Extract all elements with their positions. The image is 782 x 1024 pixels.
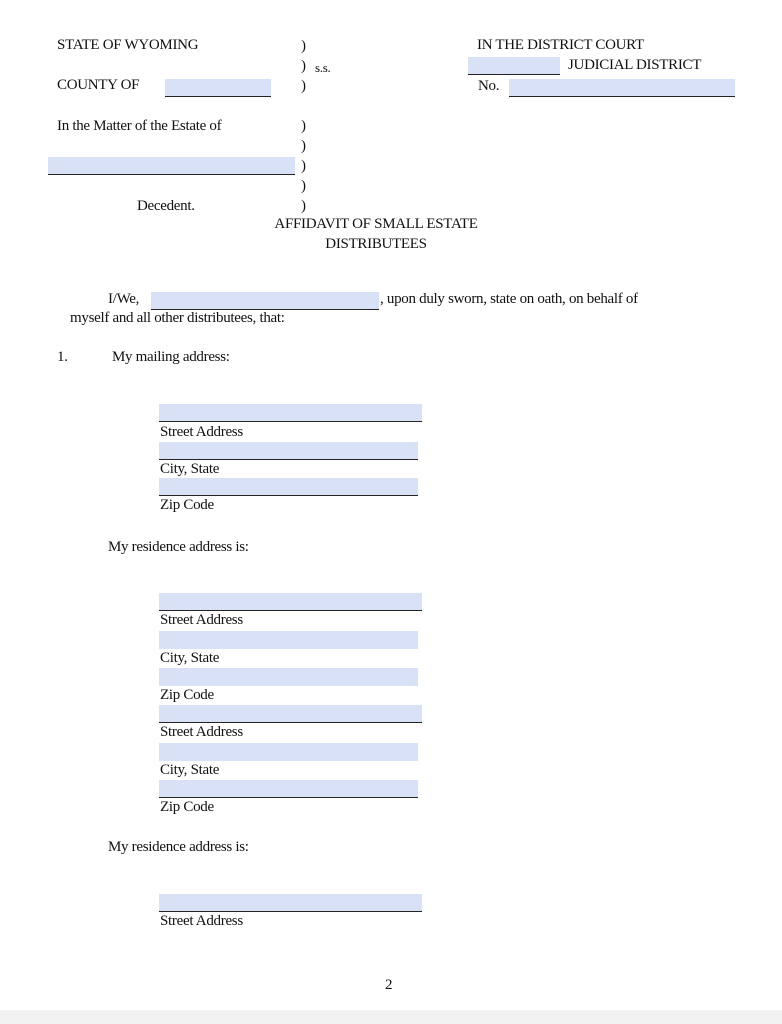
mailing-city-field[interactable] <box>159 442 418 460</box>
paren: ) <box>301 138 306 154</box>
street-address-label: Street Address <box>160 913 243 929</box>
county-label: COUNTY OF <box>57 77 140 93</box>
residence-street-field-2[interactable] <box>159 705 422 723</box>
intro-tail: , upon duly sworn, state on oath, on behalf of <box>380 291 638 307</box>
paren: ) <box>301 158 306 174</box>
county-field[interactable] <box>165 79 271 97</box>
paren: ) <box>301 118 306 134</box>
district-number-field[interactable] <box>468 57 560 75</box>
city-state-label: City, State <box>160 650 220 666</box>
residence-street-field-3[interactable] <box>159 894 422 912</box>
mailing-address-label: My mailing address: <box>112 349 230 365</box>
street-address-label: Street Address <box>160 424 243 440</box>
residence-city-field-2[interactable] <box>159 743 418 761</box>
street-address-label: Street Address <box>160 612 243 628</box>
court-label: IN THE DISTRICT COURT <box>477 37 644 53</box>
city-state-label: City, State <box>160 461 220 477</box>
case-number-field[interactable] <box>509 79 735 97</box>
state-label: STATE OF WYOMING <box>57 37 199 53</box>
residence-zip-field-2[interactable] <box>159 780 418 798</box>
paren: ) <box>301 58 306 74</box>
zip-code-label: Zip Code <box>160 687 214 703</box>
document-title-line1: AFFIDAVIT OF SMALL ESTATE <box>274 216 478 232</box>
residence-zip-field[interactable] <box>159 668 418 686</box>
city-state-label: City, State <box>160 762 220 778</box>
affiant-name-field[interactable] <box>151 292 379 310</box>
case-number-label: No. <box>478 78 500 94</box>
paren: ) <box>301 178 306 194</box>
zip-code-label: Zip Code <box>160 497 214 513</box>
estate-matter-label: In the Matter of the Estate of <box>57 118 222 134</box>
residence-street-field[interactable] <box>159 593 422 611</box>
page-number: 2 <box>385 977 393 993</box>
intro-line2: myself and all other distributees, that: <box>70 310 285 326</box>
paren: ) <box>301 198 306 214</box>
paren: ) <box>301 78 306 94</box>
judicial-district-label: JUDICIAL DISTRICT <box>568 57 702 73</box>
zip-code-label: Zip Code <box>160 799 214 815</box>
decedent-name-field[interactable] <box>48 157 295 175</box>
intro-lead: I/We, <box>108 291 140 307</box>
ss-label: s.s. <box>315 60 331 75</box>
document-title-line2: DISTRIBUTEES <box>325 236 427 252</box>
mailing-street-field[interactable] <box>159 404 422 422</box>
paren: ) <box>301 38 306 54</box>
street-address-label: Street Address <box>160 724 243 740</box>
decedent-label: Decedent. <box>137 198 195 214</box>
residence-city-field[interactable] <box>159 631 418 649</box>
page-footer-band <box>0 1010 782 1024</box>
item-number: 1. <box>57 349 68 365</box>
mailing-zip-field[interactable] <box>159 478 418 496</box>
residence-address-label: My residence address is: <box>108 839 249 855</box>
residence-address-label: My residence address is: <box>108 539 249 555</box>
